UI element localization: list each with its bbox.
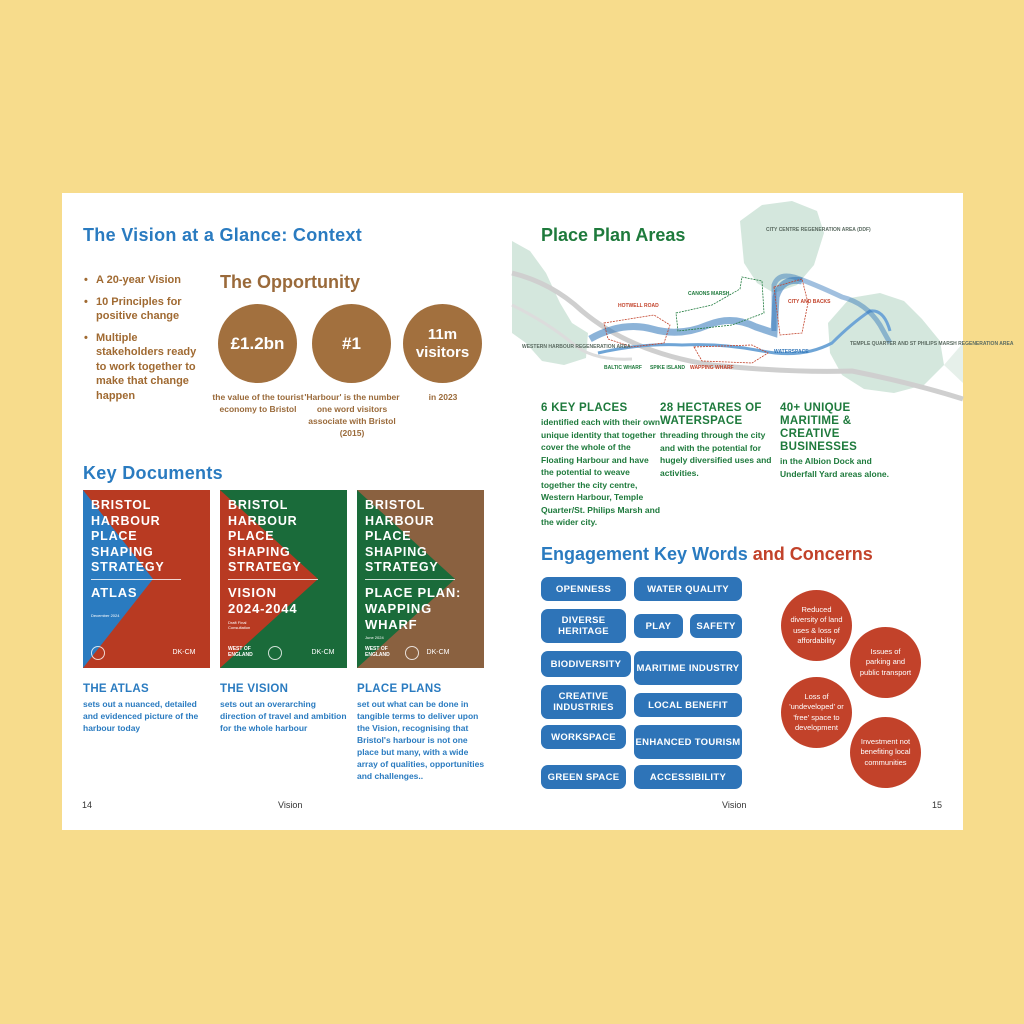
stat-caption: 'Harbour' is the number one word visitors associate with Bristol (2015) bbox=[304, 392, 400, 438]
place-plan-title: Place Plan Areas bbox=[541, 225, 686, 245]
left-page bbox=[62, 193, 512, 830]
document-heading: PLACE PLANS bbox=[357, 683, 442, 695]
page-number: 14 bbox=[82, 800, 93, 810]
crest-icon bbox=[268, 646, 282, 660]
map-label-western-harbour: WESTERN HARBOUR REGENERATION AREA bbox=[522, 344, 631, 350]
keyword-pill: LOCAL BENEFIT bbox=[634, 693, 742, 717]
cover-date: December 2024 bbox=[91, 613, 120, 618]
stat-value: 11m bbox=[427, 325, 458, 343]
dkcm-logo: DK-CM bbox=[172, 649, 196, 656]
keyword-pill: GREEN SPACE bbox=[541, 765, 626, 789]
concern-circle: Issues of parking and public transport bbox=[850, 627, 921, 698]
map-label-city-centre: CITY CENTRE REGENERATION AREA (DDF) bbox=[766, 227, 871, 233]
concern-circle: Loss of 'undeveloped' or 'free' space to development bbox=[781, 677, 852, 748]
cover-title: BRISTOL HARBOUR PLACE SHAPING STRATEGY bbox=[365, 498, 439, 574]
key-stat-heading: 40+ UNIQUE MARITIME & CREATIVE BUSINESSES bbox=[780, 402, 858, 453]
cover-date: June 2024 bbox=[365, 635, 384, 640]
document-description: sets out an overarching direction of travel and ambition for the whole harbour bbox=[220, 699, 347, 733]
opportunity-title: The Opportunity bbox=[220, 272, 360, 292]
cover-divider bbox=[91, 579, 181, 580]
stat-circle-rank bbox=[312, 304, 391, 383]
stat-circle-visitors bbox=[403, 304, 482, 383]
keyword-pill: OPENNESS bbox=[541, 577, 626, 601]
bullet-item: • Multiple stakeholders ready to work together to make that change happen bbox=[84, 331, 199, 404]
cover-date: Draft Final Consultation bbox=[228, 620, 251, 630]
map-label-wapping: WAPPING WHARF bbox=[690, 365, 734, 371]
map-label-hotwell: HOTWELL ROAD bbox=[618, 303, 659, 309]
cover-subtitle: PLACE PLAN: WAPPING WHARF bbox=[365, 585, 462, 632]
bullet-item: • A 20-year Vision bbox=[84, 273, 199, 288]
key-documents-title: Key Documents bbox=[83, 463, 223, 483]
map-label-temple-quarter: TEMPLE QUARTER AND ST PHILIPS MARSH REGENERATION AREA bbox=[850, 341, 1014, 347]
engagement-title-concerns: and Concerns bbox=[747, 544, 873, 564]
cover-subtitle: ATLAS bbox=[91, 585, 138, 600]
bullet-item: • 10 Principles for positive change bbox=[84, 295, 199, 324]
document-heading: THE ATLAS bbox=[83, 683, 149, 695]
stat-value: #1 bbox=[342, 333, 361, 353]
map-label-canons-marsh: CANONS MARSH bbox=[688, 291, 730, 297]
keyword-pill: SAFETY bbox=[690, 614, 742, 638]
concern-circle: Reduced diversity of land uses & loss of affordability bbox=[781, 590, 852, 661]
document-cover-atlas[interactable] bbox=[83, 490, 210, 668]
stat-value: £1.2bn bbox=[230, 333, 285, 353]
stat-caption: in 2023 bbox=[428, 392, 458, 402]
keyword-pill: CREATIVE INDUSTRIES bbox=[541, 685, 626, 719]
document-cover-vision[interactable] bbox=[220, 490, 347, 668]
stat-caption: the value of the tourist economy to Bristol bbox=[212, 392, 304, 414]
keyword-pill: PLAY bbox=[634, 614, 683, 638]
dkcm-logo: DK-CM bbox=[311, 649, 335, 656]
cover-divider bbox=[228, 579, 318, 580]
keyword-pill: DIVERSE HERITAGE bbox=[541, 609, 626, 643]
footer-section: Vision bbox=[722, 800, 747, 810]
map-label-city-backs: CITY AND BACKS bbox=[788, 299, 831, 305]
document-description: sets out a nuanced, detailed and evidenced picture of the harbour today bbox=[83, 699, 199, 733]
keyword-pill: WATER QUALITY bbox=[634, 577, 742, 601]
key-stat-description: in the Albion Dock and Underfall Yard areas alone. bbox=[780, 456, 889, 479]
weca-logo: WEST OF ENGLAND bbox=[365, 646, 390, 658]
document-description: set out what can be done in tangible terms to deliver upon the Vision, recognising that Bristol's harbour is not one place but many, with a wide array of qualities, opportunities and challenges.. bbox=[357, 699, 485, 781]
cover-logos bbox=[91, 646, 202, 660]
key-stat-heading: 28 HECTARES OF WATERSPACE bbox=[660, 402, 762, 427]
context-bullets bbox=[84, 273, 199, 410]
keyword-pill: BIODIVERSITY bbox=[541, 651, 631, 677]
cover-divider bbox=[365, 579, 455, 580]
stat-value: visitors bbox=[415, 343, 470, 361]
crest-icon bbox=[91, 646, 105, 660]
engagement-title bbox=[541, 544, 873, 565]
map-label-waterspace: WATERSPACE bbox=[774, 349, 809, 355]
dkcm-logo: DK-CM bbox=[426, 649, 450, 656]
keyword-pill: ACCESSIBILITY bbox=[634, 765, 742, 789]
map-area-edge bbox=[944, 343, 963, 383]
keyword-pill: WORKSPACE bbox=[541, 725, 626, 749]
document-heading: THE VISION bbox=[220, 683, 289, 695]
key-stat-heading: 6 KEY PLACES bbox=[541, 402, 628, 414]
stat-circle-economy bbox=[218, 304, 297, 383]
keyword-pill: ENHANCED TOURISM bbox=[634, 725, 742, 759]
engagement-title-keywords: Engagement Key Words bbox=[541, 544, 748, 564]
key-stat-description: threading through the city and with the potential for hugely diversified uses and activities. bbox=[660, 430, 772, 478]
cover-logos bbox=[365, 646, 476, 660]
map-label-baltic: BALTIC WHARF bbox=[604, 365, 642, 371]
cover-logos bbox=[228, 646, 339, 660]
right-page bbox=[512, 193, 1014, 830]
page-number: 15 bbox=[932, 800, 943, 810]
page-title: The Vision at a Glance: Context bbox=[83, 225, 363, 245]
key-stat-description: identified each with their own unique identity that together cover the whole of the Floating Harbour and have the potential to weave together the city centre, Western Harbour, Temple Quarter/St. Philips Marsh and the wider city. bbox=[541, 417, 661, 527]
keyword-pill: MARITIME INDUSTRY bbox=[634, 651, 742, 685]
cover-title: BRISTOL HARBOUR PLACE SHAPING STRATEGY bbox=[91, 498, 165, 574]
crest-icon bbox=[405, 646, 419, 660]
cover-subtitle: VISION 2024-2044 bbox=[228, 585, 298, 616]
cover-title: BRISTOL HARBOUR PLACE SHAPING STRATEGY bbox=[228, 498, 302, 574]
concern-circle: Investment not benefiting local communities bbox=[850, 717, 921, 788]
weca-logo: WEST OF ENGLAND bbox=[228, 646, 253, 658]
footer-section: Vision bbox=[278, 800, 303, 810]
map-label-spike: SPIKE ISLAND bbox=[650, 365, 686, 371]
document-cover-place-plan[interactable] bbox=[357, 490, 484, 668]
